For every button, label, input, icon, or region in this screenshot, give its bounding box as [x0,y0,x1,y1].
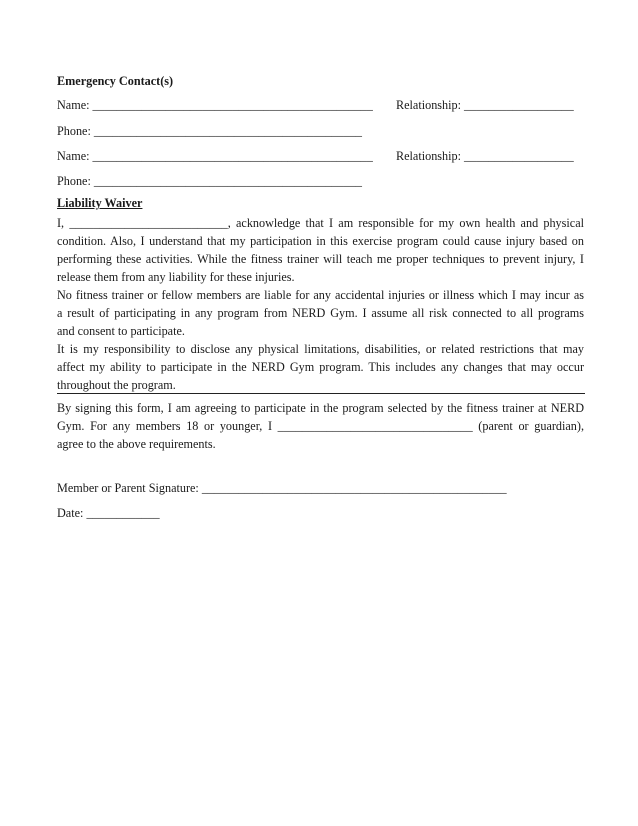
signature-field[interactable]: Member or Parent Signature: __________________________________________________ [57,481,507,495]
paragraph-line: By signing this form, I am agreeing to participate in the program selected by the fitness trainer at NERD [57,401,584,415]
contact-1-phone-field[interactable]: Phone: ____________________________________________ [57,124,363,138]
paragraph-line: performing these activities. While the fitness trainer will teach me proper techniques to prevent injury, I [57,252,584,266]
paragraph-line: and consent to participate. [57,324,185,338]
liability-waiver-heading: Liability Waiver [57,196,143,210]
paragraph-line: release them from any liability for these injuries. [57,270,295,284]
waiver-paragraph-responsibility [57,215,584,287]
waiver-paragraph-liability [57,287,584,341]
paragraph-line: No fitness trainer or fellow members are liable for any accidental injuries or illness which I may incur as [57,288,584,302]
contact-2-relationship-field[interactable]: Relationship: __________________ [396,149,574,163]
paragraph-line: It is my responsibility to disclose any physical limitations, disabilities, or related restrictions that may [57,342,584,356]
contact-1-relationship-field[interactable]: Relationship: __________________ [396,98,574,112]
emergency-contacts-heading: Emergency Contact(s) [57,74,174,88]
section-divider [57,393,585,394]
contact-2-phone-field[interactable]: Phone: ____________________________________________ [57,174,363,188]
date-field[interactable]: Date: ____________ [57,506,160,520]
paragraph-line: condition. Also, I understand that my participation in this exercise program could cause injury based on [57,234,584,248]
paragraph-line: throughout the program. [57,378,176,392]
guardian-name-field[interactable]: Gym. For any members 18 or younger, I ________________________________ (parent or guardian), [57,419,584,433]
paragraph-line: a result of participating in any program from NERD Gym. I assume all risk connected to all programs [57,306,584,320]
waiver-paragraph-disclosure [57,341,584,395]
contact-2-name-field[interactable]: Name: ______________________________________________ [57,149,373,163]
paragraph-line[interactable]: I, __________________________, acknowledge that I am responsible for my own health and physical [57,216,584,230]
paragraph-line: agree to the above requirements. [57,437,216,451]
contact-1-name-field[interactable]: Name: ______________________________________________ [57,98,373,112]
waiver-paragraph-agreement [57,400,584,454]
paragraph-line: affect my ability to participate in the NERD Gym program. This includes any changes that may occur [57,360,584,374]
